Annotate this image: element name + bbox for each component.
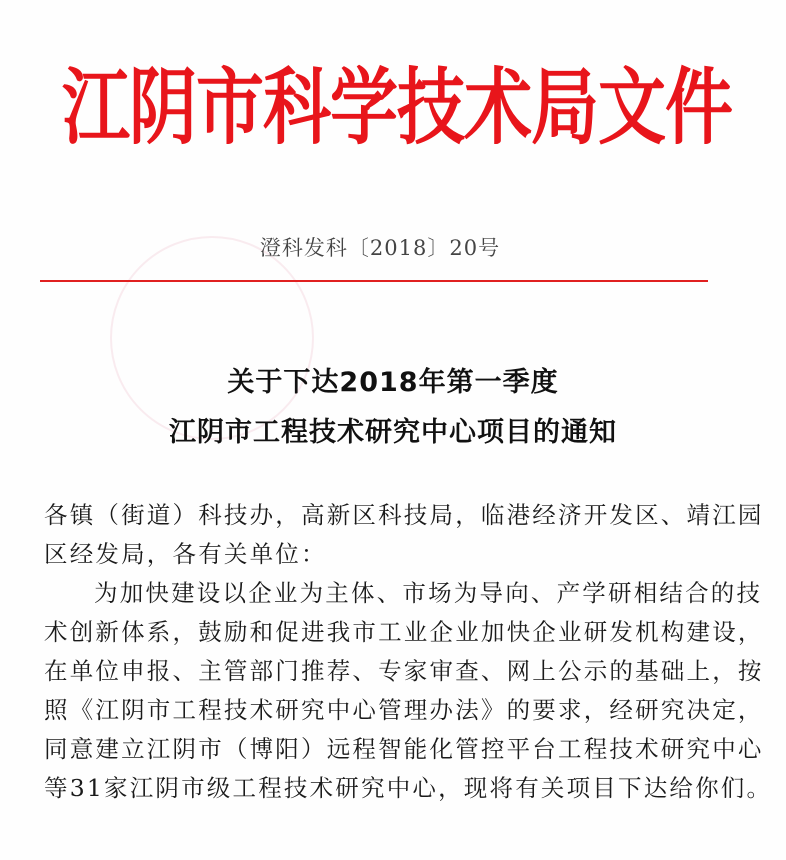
- document-masthead: 江阴市科学技术局文件: [62, 60, 733, 157]
- paragraph-line: 在单位申报、主管部门推荐、专家审查、网上公示的基础上，按: [44, 657, 764, 685]
- paragraph-line: 同意建立江阴市（博阳）远程智能化管控平台工程技术研究中心: [44, 735, 764, 763]
- salutation-line: 各镇（街道）科技办，高新区科技局，临港经济开发区、靖江园: [44, 501, 764, 529]
- notice-title-line-2: 江阴市工程技术研究中心项目的通知: [169, 417, 617, 448]
- notice-title-line-1: 关于下达2018年第一季度: [227, 367, 559, 398]
- paragraph-line: 术创新体系，鼓励和促进我市工业企业加快企业研发机构建设，: [44, 618, 764, 646]
- salutation-line: 区经发局，各有关单位：: [44, 540, 327, 568]
- document-number: 澄科发科〔2018〕20号: [259, 236, 501, 260]
- paragraph-line: 等31家江阴市级工程技术研究中心，现将有关项目下达给你们。: [44, 774, 773, 802]
- paragraph-line: 为加快建设以企业为主体、市场为导向、产学研相结合的技: [94, 579, 763, 607]
- red-separator-line: [40, 280, 708, 282]
- notice-body: [44, 496, 773, 808]
- paragraph-line: 照《江阴市工程技术研究中心管理办法》的要求，经研究决定，: [44, 696, 764, 724]
